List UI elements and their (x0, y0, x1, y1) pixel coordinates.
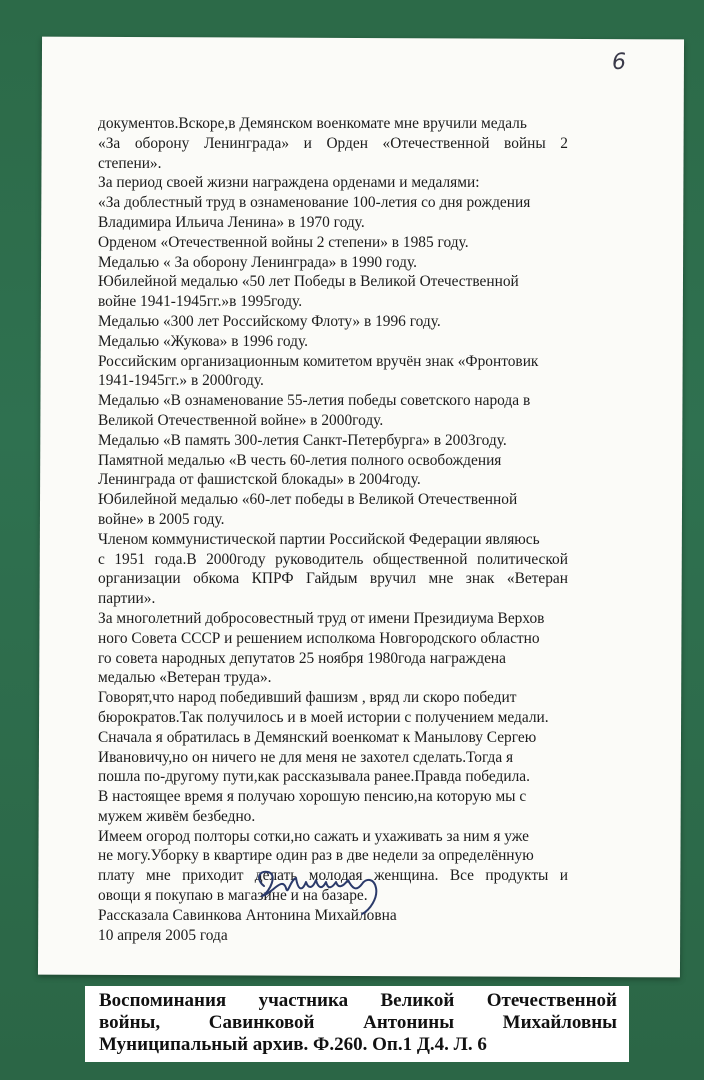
text-line: Юбилейной медалью «50 лет Победы в Великой Отечественной (98, 273, 519, 291)
text-line: степени». (98, 154, 162, 172)
text-line: 1941-1945гг.» в 2000году. (98, 372, 264, 390)
text-line: войне» в 2005 году. (98, 510, 225, 528)
text-line: бюрократов.Так получилось и в моей истории с получением медали. (98, 708, 549, 726)
text-line: Медалью «300 лет Российскому Флоту» в 1996 году. (98, 312, 441, 330)
text-line: войне 1941-1945гг.»в 1995году. (98, 293, 303, 311)
text-line: Медалью «Жукова» в 1996 году. (98, 332, 308, 350)
text-line: Сначала я обратилась в Демянский военкомат к Манылову Сергею (98, 728, 537, 746)
text-line: «За доблестный труд в ознаменование 100-летия со дня рождения (98, 194, 531, 212)
narrator-line: Рассказала Савинкова Антонина Михайловна (98, 906, 397, 924)
text-line: медалью «Ветеран труда». (98, 669, 272, 687)
text-line: Членом коммунистической партии Российской Федерации являюсь (98, 530, 540, 548)
text-line: Памятной медалью «В честь 60-летия полного освобождения (98, 451, 502, 469)
caption-line-1: Воспоминания участника Великой Отечественной (99, 990, 617, 1011)
text-line: За период своей жизни награждена орденами и медалями: (98, 174, 480, 192)
text-line: партии». (98, 590, 156, 608)
text-line: Медалью «В память 300-летия Санкт-Петербурга» в 2003году. (98, 431, 507, 449)
text-line: Орденом «Отечественной войны 2 степени» в 1985 году. (98, 233, 469, 251)
text-line: В настоящее время я получаю хорошую пенсию,на которую мы с (98, 788, 527, 806)
handwritten-page-number: 6 (612, 50, 626, 75)
text-line: Юбилейной медалью «60-лет победы в Великой Отечественной (98, 491, 518, 509)
text-line: За многолетний добросовестный труд от имени Президиума Верхов (98, 609, 545, 627)
text-line: го совета народных депутатов 25 ноября 1980года награждена (98, 649, 506, 667)
text-line: Медалью «В ознаменование 55-летия победы советского народа в (98, 392, 531, 410)
text-line: документов.Вскоре,в Демянском военкомате мне вручили медаль (98, 115, 527, 132)
date-line: 10 апреля 2005 года (98, 926, 228, 944)
text-line: Говорят,что народ победивший фашизм , вряд ли скоро победит (98, 689, 517, 707)
archive-caption-label (85, 986, 629, 1062)
caption-line-3: Муниципальный архив. Ф.260. Оп.1 Д.4. Л. 6 (99, 1034, 487, 1055)
text-line: не могу.Уборку в квартире один раз в две недели за определённую (98, 847, 534, 865)
text-line: Российским организационным комитетом вручён знак «Фронтовик (98, 352, 539, 370)
text-line: Имеем огород полторы сотки,но сажать и ухаживать за ним я уже (98, 827, 530, 845)
text-line: Великой Отечественной войне» в 2000году. (98, 411, 384, 429)
text-line: овощи я покупаю в магазине и на базаре. (98, 887, 368, 905)
text-line: Ленинграда от фашистской блокады» в 2004году. (98, 471, 421, 489)
text-line: плату мне приходит делать молодая женщина. Все продукты и (98, 867, 568, 885)
text-line: Ивановичу,но он ничего не для меня не захотел сделать.Тогда я (98, 748, 514, 766)
text-line: мужем живём безбедно. (98, 807, 256, 825)
text-line: Владимира Ильича Ленина» в 1970 году. (98, 213, 365, 231)
text-line: ного Совета СССР и решением исполкома Новгородского областно (98, 629, 540, 647)
text-line: пошла по-другому пути,как рассказывала ранее.Правда победила. (98, 768, 530, 786)
text-line: «За оборону Ленинграда» и Орден «Отечественной войны 2 (98, 134, 568, 152)
text-line: организации обкома КПРФ Гайдым вручил мне знак «Ветеран (98, 570, 568, 588)
text-line: Медалью « За оборону Ленинграда» в 1990 году. (98, 253, 417, 271)
text-line: с 1951 года.В 2000году руководитель общественной политической (98, 550, 568, 568)
handwritten-signature (252, 858, 402, 918)
document-body (98, 114, 568, 945)
caption-line-2: войны, Савинковой Антонины Михайловны (99, 1012, 617, 1033)
